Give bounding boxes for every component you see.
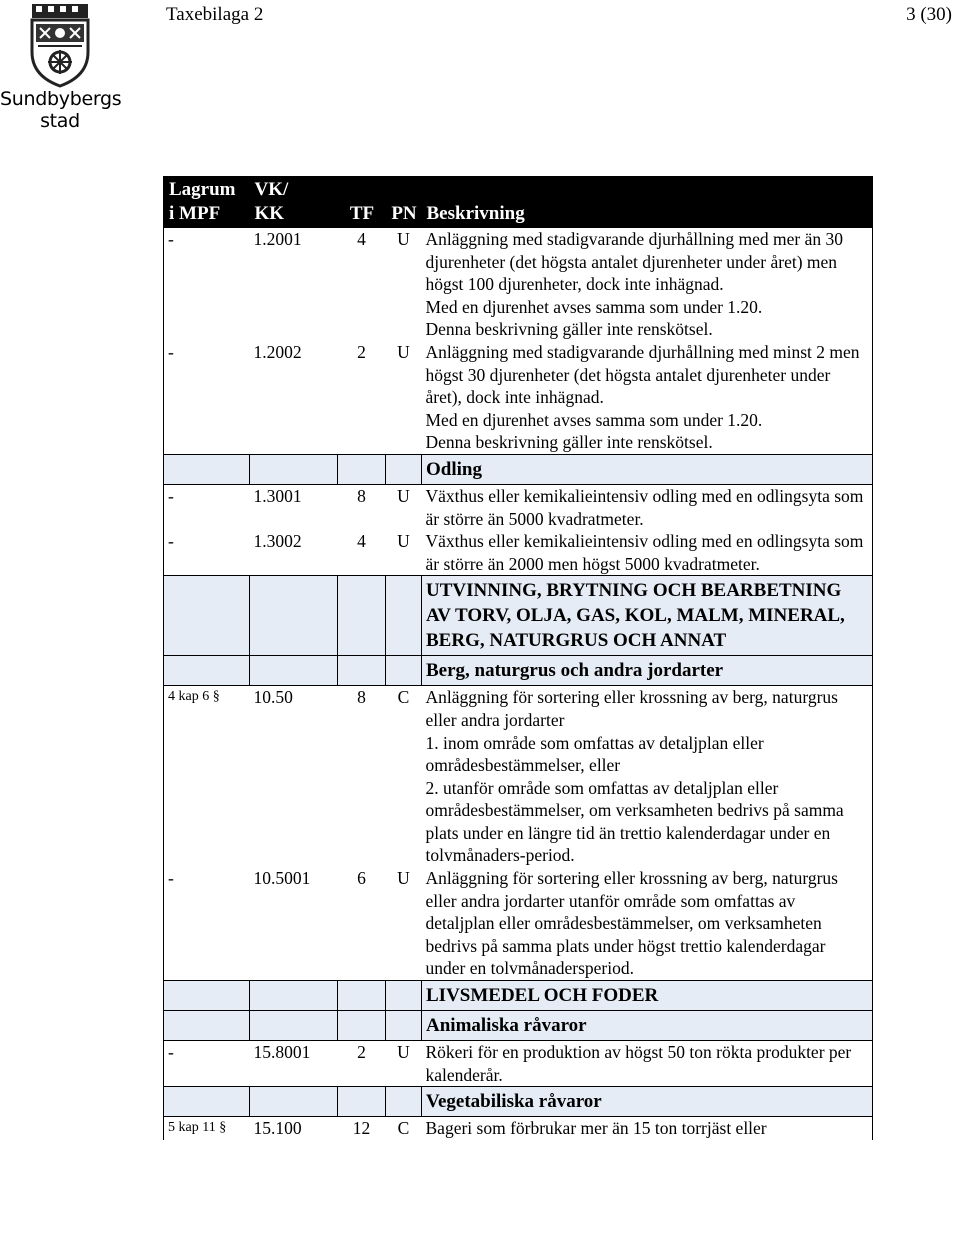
section-empty-cell xyxy=(250,454,338,484)
section-empty-cell xyxy=(386,981,422,1011)
description-cell: Rökeri för en produktion av högst 50 ton rökta produkter per kalenderår. xyxy=(425,1042,852,1085)
lagrum-cell: - xyxy=(168,1042,174,1063)
section-empty-cell xyxy=(164,454,250,484)
vk-code-cell: 15.8001 xyxy=(253,1042,311,1063)
tf-cell: 4 xyxy=(357,229,366,249)
sundbyberg-logo xyxy=(0,0,120,140)
section-empty-cell xyxy=(250,656,338,686)
section-empty-cell xyxy=(250,1087,338,1117)
table-body xyxy=(164,228,873,1140)
section-heading: Animaliska råvaror xyxy=(422,1011,873,1041)
lagrum-cell: - xyxy=(168,341,174,362)
pn-cell: U xyxy=(397,868,410,889)
section-empty-cell xyxy=(250,1011,338,1041)
tf-cell: 2 xyxy=(357,1042,366,1063)
pn-cell: U xyxy=(397,485,410,506)
description-cell: Anläggning med stadigvarande djurhållning med mer än 30 djurenheter (det högsta antalet djurenheter under året) men högst 100 djurenheter, dock inte inhägnad. Med en djurenhet avses samma som under 1.20. Denna beskrivning gäller inte renskötsel. xyxy=(425,229,843,340)
lagrum-cell: 4 kap 6 § xyxy=(168,689,220,705)
section-empty-cell xyxy=(386,1011,422,1041)
section-heading: Odling xyxy=(422,454,873,484)
vk-code-cell: 1.3001 xyxy=(253,485,302,506)
vk-code-cell: 1.3002 xyxy=(253,531,302,552)
section-empty-cell xyxy=(338,576,386,656)
section-empty-cell xyxy=(386,656,422,686)
tf-cell: 4 xyxy=(357,531,366,552)
document-title: Taxebilaga 2 xyxy=(166,4,264,25)
lagrum-cell: - xyxy=(168,229,174,249)
tf-cell: 8 xyxy=(357,485,366,506)
table-row xyxy=(164,228,873,341)
lagrum-cell: 5 kap 11 § xyxy=(168,1120,227,1136)
pn-cell: U xyxy=(397,341,410,362)
section-empty-cell xyxy=(164,981,250,1011)
description-cell: Anläggning för sortering eller krossning av berg, naturgrus eller andra jordarter 1. inom område som omfattas av detaljplan eller områdesbestämmelser, eller 2. utanför område som omfattas av detaljplan eller områdesbestämmelser, om verksamheten bedrivs på samma plats under en längre tid än trettio kalenderdagar under en tolvmånaders-period. xyxy=(425,687,844,866)
section-empty-cell xyxy=(338,1087,386,1117)
section-empty-cell xyxy=(164,1011,250,1041)
section-heading-row xyxy=(164,576,873,656)
description-cell: Bageri som förbrukar mer än 15 ton torrjäst eller xyxy=(425,1118,767,1139)
col-header-beskrivning: Beskrivning xyxy=(422,176,873,228)
pn-cell: U xyxy=(397,531,410,552)
section-empty-cell xyxy=(386,576,422,656)
col-header-vk: VK/ KK xyxy=(250,176,338,228)
tf-cell: 8 xyxy=(357,687,366,708)
col-header-lagrum: Lagrum i MPF xyxy=(164,176,250,228)
table-row xyxy=(164,530,873,576)
col-header-tf: TF xyxy=(338,176,386,228)
pn-cell: U xyxy=(397,229,410,249)
description-cell: Växthus eller kemikalieintensiv odling med en odlingsyta som är större än 2000 men högst 5000 kvadratmeter. xyxy=(425,531,864,574)
section-heading-row xyxy=(164,656,873,686)
section-heading: Berg, naturgrus och andra jordarter xyxy=(422,656,873,686)
section-heading: UTVINNING, BRYTNING OCH BEARBETNING AV TORV, OLJA, GAS, KOL, MALM, MINERAL, BERG, NATURGRUS OCH ANNAT xyxy=(422,576,873,656)
logo-text-line2: stad xyxy=(40,110,80,132)
description-cell: Växthus eller kemikalieintensiv odling med en odlingsyta som är större än 5000 kvadratmeter. xyxy=(425,485,864,529)
section-empty-cell xyxy=(386,1087,422,1117)
table-row xyxy=(164,484,873,530)
section-empty-cell xyxy=(386,454,422,484)
table-row xyxy=(164,1041,873,1087)
vk-code-cell: 15.100 xyxy=(253,1118,302,1139)
tax-table xyxy=(163,176,873,1140)
section-empty-cell xyxy=(338,656,386,686)
pn-cell: C xyxy=(397,1118,410,1139)
section-empty-cell xyxy=(338,454,386,484)
col-header-pn: PN xyxy=(386,176,422,228)
tf-cell: 12 xyxy=(352,1118,371,1139)
table-row xyxy=(164,1117,873,1140)
lagrum-cell: - xyxy=(168,485,174,506)
section-heading: LIVSMEDEL OCH FODER xyxy=(422,981,873,1011)
tf-cell: 6 xyxy=(357,868,366,889)
section-empty-cell xyxy=(338,1011,386,1041)
section-empty-cell xyxy=(250,981,338,1011)
pn-cell: U xyxy=(397,1042,410,1063)
section-heading-row xyxy=(164,981,873,1011)
section-empty-cell xyxy=(250,576,338,656)
page-number: 3 (30) xyxy=(906,4,952,25)
section-heading-row xyxy=(164,1087,873,1117)
vk-code-cell: 1.2001 xyxy=(253,229,302,249)
logo-text-line1: Sundbybergs xyxy=(0,88,122,110)
pn-cell: C xyxy=(397,687,410,708)
description-cell: Anläggning med stadigvarande djurhållning med minst 2 men högst 30 djurenheter (det högsta antalet djurenheter under året), dock inte inhägnad. Med en djurenhet avses samma som under 1.20. Denna beskrivning gäller inte renskötsel. xyxy=(425,341,860,453)
table-row xyxy=(164,867,873,980)
section-heading: Vegetabiliska råvaror xyxy=(422,1087,873,1117)
lagrum-cell: - xyxy=(168,531,174,552)
vk-code-cell: 1.2002 xyxy=(253,341,302,362)
section-empty-cell xyxy=(164,576,250,656)
tf-cell: 2 xyxy=(357,341,366,362)
coat-of-arms-icon xyxy=(26,2,94,88)
table-header-row xyxy=(164,176,873,228)
vk-code-cell: 10.50 xyxy=(253,687,293,708)
section-heading-row xyxy=(164,454,873,484)
section-empty-cell xyxy=(338,981,386,1011)
section-heading-row xyxy=(164,1011,873,1041)
section-empty-cell xyxy=(164,1087,250,1117)
description-cell: Anläggning för sortering eller krossning av berg, naturgrus eller andra jordarter utanför område som omfattas av detaljplan eller områdesbestämmelser, om verksamheten bedrivs på samma plats under högst trettio kalenderdagar under en tolvmånadersperiod. xyxy=(425,868,838,979)
vk-code-cell: 10.5001 xyxy=(253,868,311,889)
table-row xyxy=(164,686,873,867)
table-row xyxy=(164,341,873,454)
section-empty-cell xyxy=(164,656,250,686)
lagrum-cell: - xyxy=(168,868,174,889)
